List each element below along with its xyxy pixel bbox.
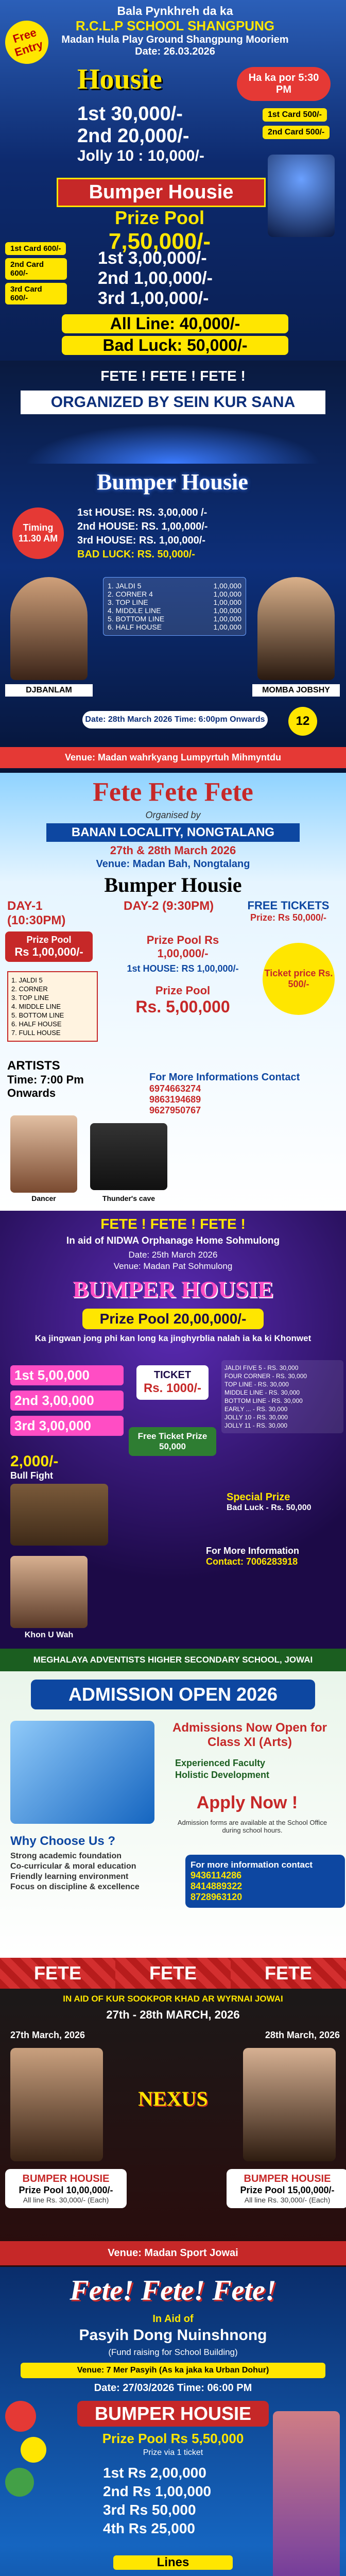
artist-name: Khon U Wah bbox=[24, 1631, 74, 1639]
header-line: Bala Pynkhreh da ka bbox=[117, 4, 233, 18]
committee: Pasyih Dong Nuinshnong bbox=[79, 2327, 267, 2344]
prize-line: 2nd HOUSE: RS. 1,00,000/- bbox=[77, 521, 208, 532]
date-line: 27th & 28th March 2026 bbox=[110, 844, 236, 857]
fete-title: FETE ! FETE ! FETE ! bbox=[100, 368, 246, 384]
line-label: 5. BOTTOM LINE bbox=[108, 615, 165, 623]
line-value: 1,00,000 bbox=[213, 598, 241, 606]
ticket-prize: Prize: Rs 50,000/- bbox=[250, 912, 327, 923]
line-value: 1,00,000 bbox=[213, 615, 241, 623]
prize-item: 2nd Rs 1,00,000 bbox=[103, 2483, 212, 2499]
organizer-banner: ORGANIZED BY SEIN KUR SANA bbox=[21, 391, 325, 414]
artists-title: ARTISTS bbox=[7, 1059, 60, 1073]
committee-sub: (Fund raising for School Building) bbox=[108, 2347, 238, 2357]
venue-line: Venue: 7 Mer Pasyih (As ka jaka ka Urban Dohur) bbox=[21, 2363, 325, 2378]
special-value: Bad Luck - Rs. 50,000 bbox=[227, 1503, 312, 1512]
prize-item: 1st 5,00,000 bbox=[10, 1365, 124, 1385]
line-label: 3. TOP LINE bbox=[108, 598, 148, 606]
date-line: Date: 25th March 2026 bbox=[128, 1250, 218, 1260]
bumper-title: BUMPER HOUSIE bbox=[73, 1276, 273, 1302]
admission-title: ADMISSION OPEN 2026 bbox=[31, 1680, 315, 1709]
aid-line: In Aid of bbox=[152, 2313, 194, 2325]
contact-number: 9627950767 bbox=[149, 1105, 201, 1115]
poster-nidwa bbox=[0, 1211, 346, 1649]
school-name: R.C.L.P SCHOOL SHANGPUNG bbox=[75, 18, 275, 33]
contact-title: For More Information bbox=[206, 1546, 299, 1556]
left-title: BUMPER HOUSIE bbox=[22, 2173, 110, 2184]
organised-by: Organised by bbox=[145, 810, 201, 820]
bumper-title: Bumper Housie bbox=[104, 873, 242, 896]
pool1-amount: Rs 1,00,000/- bbox=[14, 945, 83, 958]
free-tickets: FREE TICKETS bbox=[247, 899, 330, 912]
bumper-title: Bumper Housie bbox=[57, 178, 266, 207]
feature-item: Holistic Development bbox=[175, 1770, 270, 1780]
why-title: Why Choose Us ? bbox=[10, 1834, 116, 1848]
artist-right bbox=[243, 2048, 336, 2161]
dancers-photo bbox=[273, 2411, 340, 2576]
lines-table bbox=[221, 1360, 343, 1433]
left-pool: Prize Pool 10,00,000/- bbox=[19, 2185, 113, 2195]
date-line: Date: 27/03/2026 Time: 06:00 PM bbox=[94, 2382, 252, 2394]
line-item: JOLLY 10 - RS. 30,000 bbox=[224, 1414, 288, 1421]
lines-title: Lines bbox=[113, 2555, 233, 2570]
contact-number: 9436114286 bbox=[191, 1870, 242, 1880]
poster-pasyih bbox=[0, 2267, 346, 2576]
left-sub: All line Rs. 30,000/- (Each) bbox=[23, 2196, 109, 2204]
house-silhouette bbox=[268, 155, 335, 237]
right-title: BUMPER HOUSIE bbox=[244, 2173, 331, 2184]
date-pill: Date: 28th March 2026 Time: 6:00pm Onwards bbox=[82, 711, 268, 728]
date-line: Date: 26.03.2026 bbox=[135, 46, 215, 57]
lines-table bbox=[103, 577, 246, 636]
prize-pool: Prize Pool 20,00,000/- bbox=[82, 1309, 264, 1329]
pool3-title: Prize Pool bbox=[155, 984, 211, 997]
ticket-title: TICKET bbox=[153, 1369, 192, 1381]
card-pill: 1st Card 500/- bbox=[263, 108, 327, 122]
prize-line: 3rd HOUSE: RS. 1,00,000/- bbox=[77, 535, 205, 546]
line-item: FOUR CORNER - RS. 30,000 bbox=[224, 1372, 307, 1380]
card-pill: 2nd Card 500/- bbox=[263, 126, 330, 139]
date-number-ball: 12 bbox=[288, 707, 317, 736]
cattle-photo bbox=[10, 1484, 108, 1546]
performer-left bbox=[10, 577, 88, 680]
fete-word: FETE bbox=[231, 1958, 346, 1989]
line-item: 1. JALDI 5 bbox=[11, 976, 43, 984]
line-item: 6. HALF HOUSE bbox=[11, 1020, 62, 1028]
poster-housie-rclp bbox=[0, 0, 346, 361]
poster-kur-sookpor bbox=[0, 1958, 346, 2267]
bulls-eye-value: 2,000/- bbox=[10, 1453, 59, 1470]
fete-title: FETE ! FETE ! FETE ! bbox=[100, 1216, 246, 1232]
line-item: BOTTOM LINE - RS. 30,000 bbox=[224, 1397, 303, 1404]
prize-item: 3rd 3,00,000 bbox=[10, 1416, 124, 1436]
venue-line: Venue: Madan Bah, Nongtalang bbox=[96, 858, 250, 870]
artist-photo bbox=[10, 1556, 88, 1628]
contact-title: For more information contact bbox=[191, 1860, 313, 1870]
card-pill: 2nd Card 600/- bbox=[5, 258, 67, 280]
contact-number: Contact: 7006283918 bbox=[206, 1556, 298, 1567]
performer-right-name: MOMBA JOBSHY bbox=[252, 684, 340, 697]
special-title: Special Prize bbox=[227, 1492, 290, 1503]
fete-title: Fete Fete Fete bbox=[93, 777, 253, 807]
day1-lines bbox=[7, 971, 98, 1042]
performer-right bbox=[257, 577, 335, 680]
day1-house: 1st HOUSE: RS 1,00,000/- bbox=[127, 963, 239, 974]
right-sub: All line Rs. 30,000/- (Each) bbox=[244, 2196, 331, 2204]
why-item: Strong academic foundation bbox=[10, 1852, 122, 1860]
why-item: Friendly learning environment bbox=[10, 1872, 129, 1881]
time-badge: Timing 11.30 AM bbox=[12, 507, 64, 559]
card-pill: 1st Card 600/- bbox=[5, 242, 66, 255]
pool2: Prize Pool Rs 1,00,000/- bbox=[146, 934, 219, 960]
line-value: 1,00,000 bbox=[213, 606, 241, 615]
center-name: NEXUS bbox=[138, 2087, 208, 2110]
prize-1: 1st 30,000/- bbox=[77, 103, 183, 125]
date-right: 28th March, 2026 bbox=[265, 2030, 340, 2040]
prize-line: 1st HOUSE: RS. 3,00,000 /- bbox=[77, 507, 207, 518]
school-banner: MEGHALAYA ADVENTISTS HIGHER SECONDARY SCHOOL, JOWAI bbox=[0, 1649, 346, 1671]
free-ticket-prize: Free Ticket Prize 50,000 bbox=[129, 1427, 216, 1456]
fete-title: Fete! Fete! Fete! bbox=[70, 2275, 276, 2307]
artists-time: Time: 7:00 Pm Onwards bbox=[7, 1073, 84, 1099]
date-line: 27th - 28th MARCH, 2026 bbox=[106, 2008, 240, 2021]
bad-luck: Bad Luck: 50,000/- bbox=[62, 336, 288, 355]
time-badge: Ha ka por 5:30 PM bbox=[237, 67, 331, 101]
feature-item: Experienced Faculty bbox=[175, 1758, 266, 1768]
pool3-amount: Rs. 5,00,000 bbox=[135, 997, 230, 1016]
contact-number: 8728963120 bbox=[191, 1892, 243, 1902]
line-label: 1. JALDI 5 bbox=[108, 582, 142, 590]
prize-2: 2nd 20,000/- bbox=[77, 125, 189, 147]
bumper-prize: 3rd 1,00,000/- bbox=[98, 289, 209, 308]
contact-number: 9863194689 bbox=[149, 1094, 201, 1105]
prize-line: BAD LUCK: RS. 50,000/- bbox=[77, 549, 195, 560]
line-item: 2. CORNER bbox=[11, 985, 48, 993]
bumper-title: Bumper Housie bbox=[97, 469, 248, 495]
day2-label: DAY-2 (9:30PM) bbox=[124, 899, 214, 913]
free-entry-badge: Free Entry bbox=[0, 15, 54, 70]
line-value: 1,00,000 bbox=[213, 590, 241, 598]
bumper-prize: 1st 3,00,000/- bbox=[98, 248, 207, 268]
housie-title: Housie bbox=[77, 63, 162, 95]
housie-balls bbox=[0, 2396, 67, 2550]
ticket-price-side: Ticket price Rs. 500/- bbox=[263, 943, 335, 1015]
bulls-eye-label: Bull Fight bbox=[10, 1470, 53, 1481]
line-item: 4. MIDDLE LINE bbox=[11, 1003, 61, 1010]
date-left: 27th March, 2026 bbox=[10, 2030, 85, 2040]
line-label: 6. HALF HOUSE bbox=[108, 623, 162, 631]
stage-lights bbox=[0, 417, 346, 464]
all-line: All Line: 40,000/- bbox=[62, 314, 288, 333]
line-label: 4. MIDDLE LINE bbox=[108, 606, 161, 615]
prize-item: 3rd Rs 50,000 bbox=[103, 2502, 196, 2518]
card-pill: 3rd Card 600/- bbox=[5, 283, 67, 304]
artist-left bbox=[10, 2048, 103, 2161]
line-item: MIDDLE LINE - RS. 30,000 bbox=[224, 1389, 300, 1396]
fete-word: FETE bbox=[115, 1958, 231, 1989]
line-item: JOLLY 11 - RS. 30,000 bbox=[224, 1422, 288, 1429]
line-value: 1,00,000 bbox=[213, 623, 241, 631]
line-item: JALDI FIVE 5 - RS. 30,000 bbox=[224, 1364, 299, 1371]
prize-via: Prize via 1 ticket bbox=[143, 2448, 203, 2457]
line-item: EARLY ... - RS. 30,000 bbox=[224, 1405, 288, 1413]
subtitle: Admissions Now Open for Class XI (Arts) bbox=[172, 1721, 327, 1749]
prize-pool-label: Prize Pool bbox=[114, 207, 205, 228]
venue-banner: Venue: Madan Sport Jowai bbox=[0, 2241, 346, 2265]
prize-jolly: Jolly 10 : 10,000/- bbox=[77, 147, 204, 164]
poster-adventists-admission bbox=[0, 1649, 346, 1958]
right-pool: Prize Pool 15,00,000/- bbox=[240, 2185, 335, 2195]
band-caption: Thunder's cave bbox=[102, 1194, 155, 1202]
students-photo bbox=[10, 1721, 154, 1824]
artist-photo bbox=[10, 1115, 77, 1193]
ticket-price: Rs. 1000/- bbox=[143, 1381, 202, 1395]
why-item: Co-curricular & moral education bbox=[10, 1862, 136, 1871]
venue-line: Madan Hula Play Ground Shangpung Mooriem bbox=[61, 34, 289, 45]
fete-word: FETE bbox=[0, 1958, 115, 1989]
line-label: 2. CORNER 4 bbox=[108, 590, 153, 598]
line-item: 3. TOP LINE bbox=[11, 994, 49, 1002]
pool1-title: Prize Pool bbox=[26, 935, 72, 945]
contacts-title: For More Informations Contact bbox=[149, 1072, 300, 1083]
why-item: Focus on discipline & excellence bbox=[10, 1883, 140, 1891]
prize-item: 4th Rs 25,000 bbox=[103, 2520, 195, 2536]
prize-pool: Prize Pool Rs 5,50,000 bbox=[102, 2431, 244, 2446]
prize-item: 1st Rs 2,00,000 bbox=[103, 2465, 206, 2481]
band-photo bbox=[90, 1123, 167, 1190]
apply-note: Admission forms are available at the School Office during school hours. bbox=[177, 1819, 327, 1834]
poster-banan-locality bbox=[0, 773, 346, 1211]
line-value: 1,00,000 bbox=[213, 582, 241, 590]
bumper-title: BUMPER HOUSIE bbox=[77, 2401, 269, 2427]
venue-line: Venue: Madan Pat Sohmulong bbox=[113, 1261, 233, 1271]
apply-now[interactable]: Apply Now ! bbox=[196, 1793, 298, 1812]
contact-number: 8414889322 bbox=[191, 1881, 243, 1891]
aid-line: IN AID OF KUR SOOKPOR KHAD AR WYRNAI JOWAI bbox=[63, 1994, 283, 2004]
line-item: 7. FULL HOUSE bbox=[11, 1029, 61, 1037]
prize-item: 2nd 3,00,000 bbox=[10, 1391, 124, 1411]
aid-line: In aid of NIDWA Orphanage Home Sohmulong bbox=[66, 1235, 280, 1246]
bumper-prize: 2nd 1,00,000/- bbox=[98, 268, 213, 288]
performer-left-name: DJBANLAM bbox=[5, 684, 93, 697]
line-item: 5. BOTTOM LINE bbox=[11, 1011, 64, 1019]
locality-banner: BANAN LOCALITY, NONGTALANG bbox=[46, 823, 300, 842]
prize-pool-amount: 7,50,000/- bbox=[108, 229, 211, 254]
contact-number: 6974663274 bbox=[149, 1083, 201, 1094]
venue-banner: Venue: Madan wahrkyang Lumpyrtuh Mihmyntdu bbox=[0, 747, 346, 768]
sub-line: Ka jingwan jong phi kan long ka jinghyrblia nalah ia ka ki Khonwet bbox=[34, 1333, 312, 1343]
day1-label: DAY-1 (10:30PM) bbox=[7, 899, 66, 927]
artist-caption: Dancer bbox=[31, 1194, 56, 1202]
poster-sein-kur-sana bbox=[0, 361, 346, 773]
line-item: TOP LINE - RS. 30,000 bbox=[224, 1381, 289, 1388]
